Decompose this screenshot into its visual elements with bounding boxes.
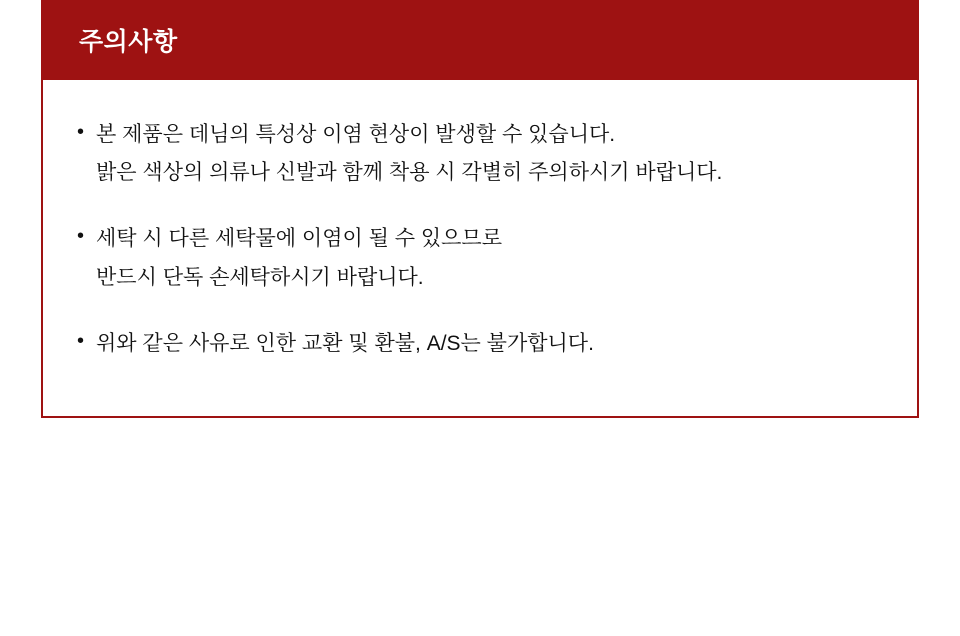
bullet-icon: • <box>77 225 85 248</box>
list-item-text <box>96 220 883 296</box>
notice-card <box>41 0 919 418</box>
list-item-line: 세탁 시 다른 세탁물에 이염이 될 수 있으므로 <box>96 227 503 251</box>
list-item <box>77 116 883 192</box>
notice-body <box>41 80 919 418</box>
bullet-icon: • <box>77 121 85 143</box>
list-item <box>77 325 883 363</box>
list-item-text <box>96 116 883 192</box>
list-item <box>77 220 883 296</box>
notice-header-title: 주의사항 <box>79 28 178 56</box>
list-item-line: 반드시 단독 손세탁하시기 바랍니다. <box>96 265 424 289</box>
notice-header <box>41 0 919 80</box>
list-item-line: 본 제품은 데님의 특성상 이염 현상이 발생할 수 있습니다. <box>96 123 616 146</box>
list-item-line: 위와 같은 사유로 인한 교환 및 환불, A/S는 불가합니다. <box>96 331 594 355</box>
bullet-icon: • <box>77 329 85 352</box>
list-item-text <box>96 325 883 363</box>
list-item-line: 밝은 색상의 의류나 신발과 함께 착용 시 각별히 주의하시기 바랍니다. <box>96 161 723 185</box>
